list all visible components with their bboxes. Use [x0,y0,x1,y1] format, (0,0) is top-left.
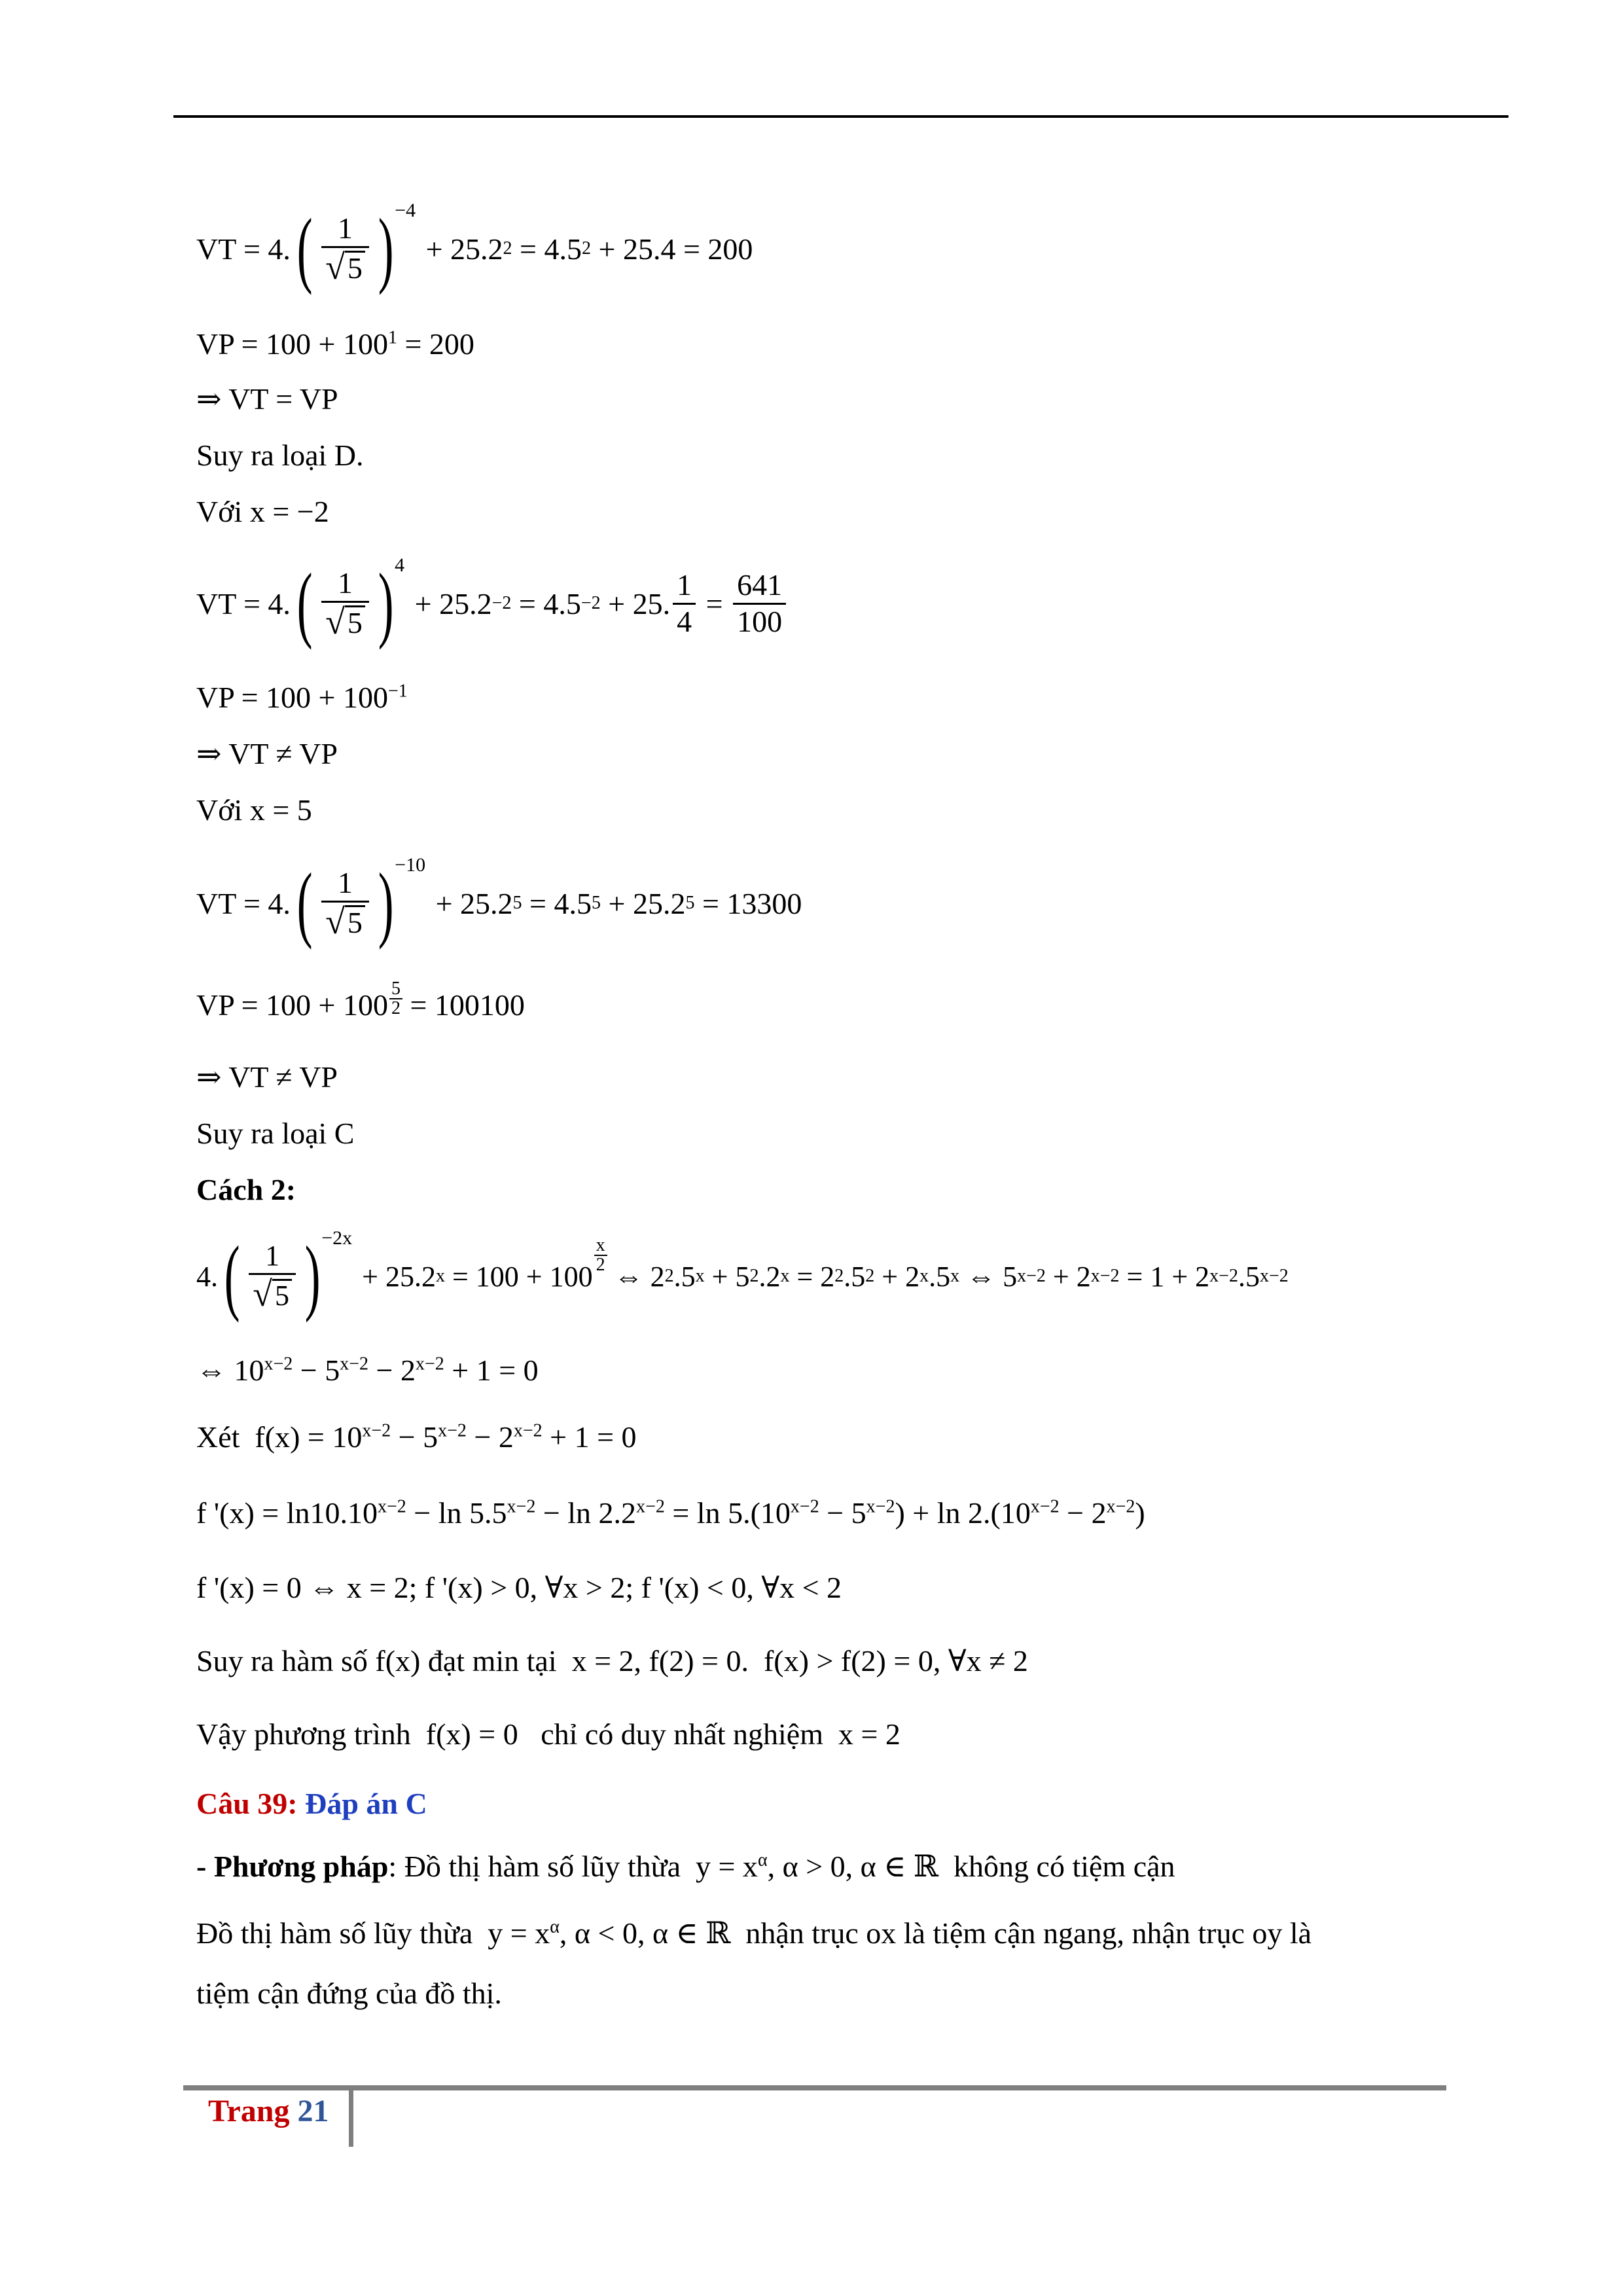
implication-line: ⇒ VT ≠ VP [196,1060,338,1094]
fraction: 1 √ 5 [321,213,369,285]
footer-rule [183,2085,1446,2090]
fraction: 1 √ 5 [321,867,369,939]
equation-vp-check-2: VP = $100 + 100^1 = 200$ [196,327,474,361]
final-conclusion: Vậy phương trình f(x) = 0 chỉ có duy nhất nghiệm x = 2 [196,1717,901,1751]
equation-vt-check-5: VT = 4. ( 1 √ 5 ) −10 + 25.2 5 = 4.5 5 + 25.2 5 = 13300 [196,854,802,950]
fraction: 1 √ 5 [321,567,369,639]
fraction: $\frac{1}{4}$ [673,569,696,637]
conclusion-line: Suy ra loại C [196,1117,355,1150]
function-definition: Xét $f(x) = 10^{x-2} - 5^{x-2} - 2^{x-2} + 1 = 0$ [196,1420,637,1454]
implication-line: ⇒ VT = VP [196,382,338,416]
question-39-heading: Câu 39: Đáp án C [196,1787,427,1820]
method-2-heading: Cách 2: [196,1173,296,1206]
minimum-line: Suy ra hàm số f(x) đạt min tại x = 2, f(2) = 0. f(x) > f(2) = 0, ∀x ≠ 2 [196,1644,1028,1677]
footer-divider [349,2088,353,2147]
equation-vt-check-minus-2: VT = 4. ( 1 √ 5 ) 4 + 25.2 −2 = 4.5 −2 + 25. $\frac{1}{4}$ = $\frac{641}{100}$ [196,558,789,649]
derivative-sign-line: f '(x) = 0 ⇔ x = 2; f '(x) > 0, ∀x > 2; f '(x) < 0, ∀x < 2 [196,1571,842,1604]
method-line: - Phương pháp: Đồ thị hàm số lũy thừa $y = x^\alpha$, α > 0, α ∈ ℝ không có tiệm cận [196,1850,1175,1883]
page-number: Trang 21 [208,2094,329,2128]
paragraph-line: Đồ thị hàm số lũy thừa $y = x^\alpha$, α < 0, α ∈ ℝ nhận trục ox là tiệm cận ngang, nhận trục oy là [196,1916,1312,1950]
equation-method-2: 4. ( 1 √ 5 ) −2x + 25.2 x = 100 + 100 x 2 ⇔ 2 2 .5 x + 5 2 .2 x = 2 2 .5 2 + 2 x .5 x ⇔ 5 x−2 + 2 x−2 = 1 + 2 x−2 .5 x−2 [196,1227,1289,1323]
conclusion-line: Suy ra loại D. [196,439,364,472]
paragraph-line: tiệm cận đứng của đồ thị. [196,1977,502,2010]
fraction: $\frac{641}{100}$ [733,569,786,637]
header-rule [173,115,1508,118]
equation-vp-check-5: VP = 100 + 100 $\frac{5}{2}$ = 100100 [196,978,525,1022]
fraction: 1 √ 5 [249,1241,296,1311]
implication-line: ⇒ VT ≠ VP [196,737,338,770]
equation-simplified: ⇔ $10^{x-2} - 5^{x-2} - 2^{x-2} + 1 = 0$ [196,1354,539,1387]
case-line: Với x = 5 [196,793,312,827]
case-line: Với x = −2 [196,495,329,528]
equation-vp-check-minus-2: VP = $100 + 100^{-1}$ [196,681,408,714]
derivative-line: f '$(x) = \ln 10.10^{x-2} - \ln 5.5^{x-2} - \ln 2.2^{x-2} = \ln 5.(10^{x-2} - 5^{x-2}) + \ln 2.(10^{x-2} - 2^{x-2})$ [196,1496,1145,1530]
equation-vt-check-2: VT = 4. ( 1 √ 5 ) −4 + 25.2 2 = 4.5 2 + 25.4 = 200 [196,200,753,296]
